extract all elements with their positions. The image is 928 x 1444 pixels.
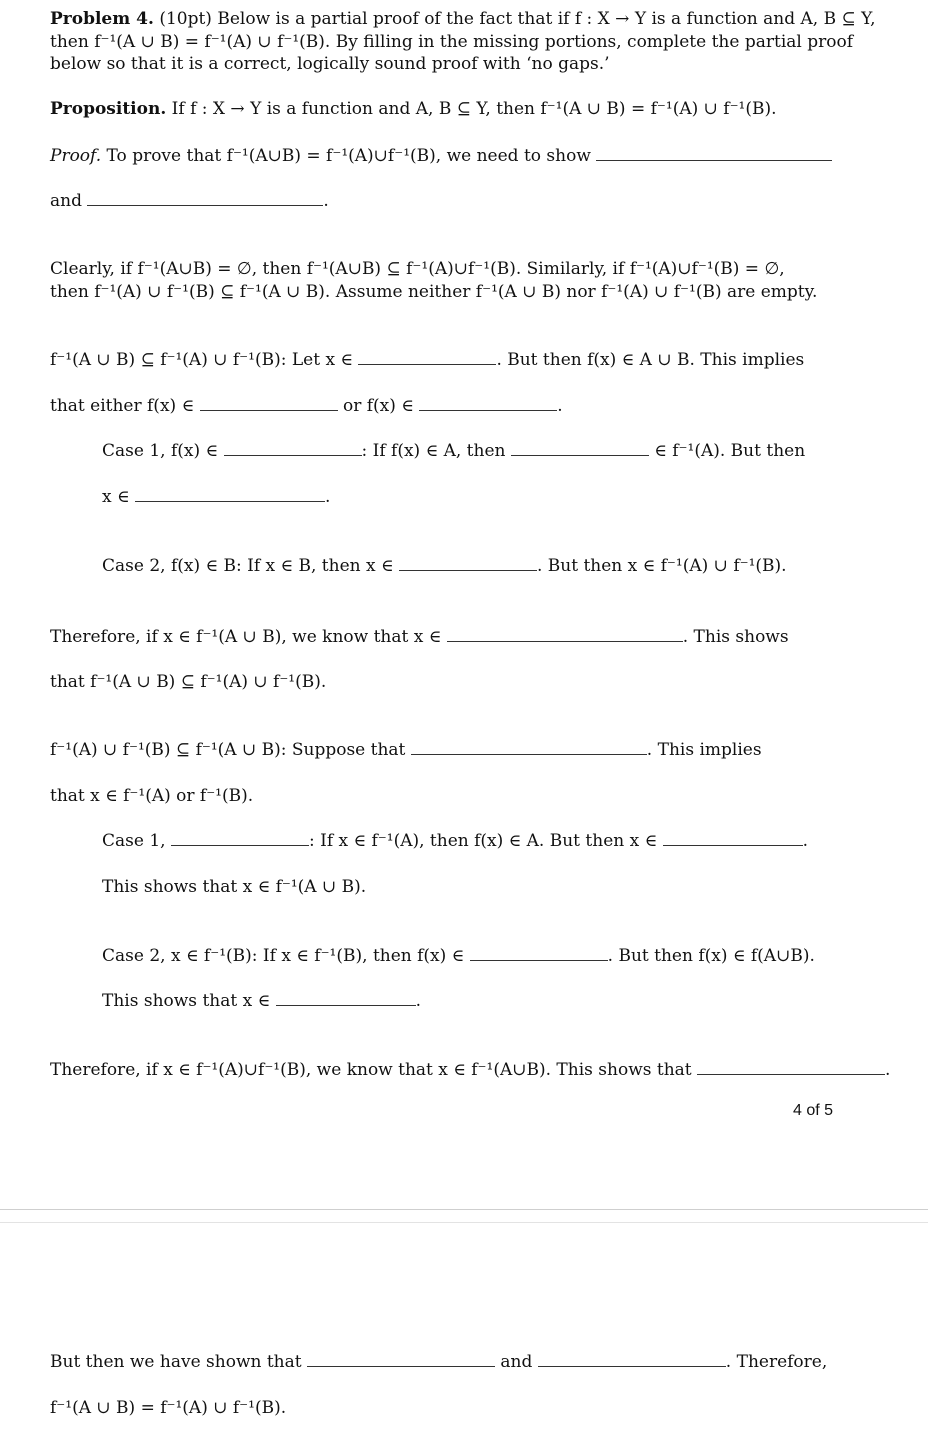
part2-therefore: Therefore, if x ∈ f⁻¹(A)∪f⁻¹(B), we know that x ∈ f⁻¹(A∪B). This shows that bbox=[50, 1060, 692, 1080]
proposition-text: If f : X → Y is a function and A, B ⊆ Y, then f⁻¹(A ∪ B) = f⁻¹(A) ∪ f⁻¹(B). bbox=[171, 99, 777, 119]
closing-therefore: . Therefore, bbox=[725, 1352, 828, 1372]
period: . bbox=[557, 396, 563, 416]
part2-case1-start: Case 1, bbox=[102, 831, 166, 851]
answer-blank-part2-case1[interactable] bbox=[171, 831, 309, 846]
answer-blank-either-1[interactable] bbox=[200, 396, 338, 411]
period: . bbox=[802, 831, 808, 851]
part1-case1-mid: : If f(x) ∈ A, then bbox=[361, 441, 506, 461]
answer-blank-closing-1[interactable] bbox=[307, 1352, 495, 1367]
part2-case2-end: . But then f(x) ∈ f(A∪B). bbox=[607, 946, 815, 966]
part1-case2-end: . But then x ∈ f⁻¹(A) ∪ f⁻¹(B). bbox=[536, 556, 787, 576]
clearly-line-2: then f⁻¹(A) ∪ f⁻¹(B) ⊆ f⁻¹(A ∪ B). Assume neither f⁻¹(A ∪ B) nor f⁻¹(A) ∪ f⁻¹(B) are empty. bbox=[50, 282, 818, 302]
answer-blank-case2-x[interactable] bbox=[399, 556, 537, 571]
part2-implies: . This implies bbox=[646, 740, 762, 760]
part2-case2-shows-line bbox=[102, 990, 421, 1012]
part1-therefore-start: Therefore, if x ∈ f⁻¹(A ∪ B), we know that x ∈ bbox=[50, 627, 442, 647]
part1-lead: f⁻¹(A ∪ B) ⊆ f⁻¹(A) ∪ f⁻¹(B): Let x ∈ bbox=[50, 350, 354, 370]
part1-after: . But then f(x) ∈ A ∪ B. This implies bbox=[496, 350, 805, 370]
part2-case2-start: Case 2, x ∈ f⁻¹(B): If x ∈ f⁻¹(B), then f(x) ∈ bbox=[102, 946, 465, 966]
period: . bbox=[323, 191, 329, 211]
closing-final: f⁻¹(A ∪ B) = f⁻¹(A) ∪ f⁻¹(B). bbox=[50, 1398, 287, 1418]
answer-blank-show-1[interactable] bbox=[596, 146, 832, 161]
part1-case1-line bbox=[102, 440, 805, 462]
part2-case1-line bbox=[102, 830, 808, 852]
answer-blank-either-2[interactable] bbox=[419, 396, 557, 411]
proposition bbox=[50, 98, 777, 120]
answer-blank-part2-case2-fx[interactable] bbox=[470, 946, 608, 961]
part1-case1-x: x ∈ bbox=[102, 487, 130, 507]
page-number: 4 of 5 bbox=[792, 1102, 833, 1119]
part1-therefore-line bbox=[50, 626, 789, 648]
answer-blank-part2-case2-x[interactable] bbox=[276, 991, 416, 1006]
period: . bbox=[415, 991, 421, 1011]
answer-blank-part2-therefore[interactable] bbox=[697, 1060, 885, 1075]
proof-and-line bbox=[50, 190, 329, 212]
proposition-label: Proposition. bbox=[50, 99, 167, 119]
answer-blank-part2-case1-x[interactable] bbox=[663, 831, 803, 846]
part2-that: that x ∈ f⁻¹(A) or f⁻¹(B). bbox=[50, 786, 254, 806]
intro-line-1: Below is a partial proof of the fact that if f : X → Y is a function and A, B ⊆ Y, bbox=[217, 9, 876, 29]
problem-points: (10pt) bbox=[159, 9, 212, 29]
proof-label: Proof. bbox=[50, 146, 102, 166]
part1-case1-start: Case 1, f(x) ∈ bbox=[102, 441, 219, 461]
part1-case1-end: ∈ f⁻¹(A). But then bbox=[654, 441, 806, 461]
proof-intro-text: To prove that f⁻¹(A∪B) = f⁻¹(A)∪f⁻¹(B), we need to show bbox=[106, 146, 591, 166]
answer-blank-suppose[interactable] bbox=[411, 740, 647, 755]
part1-lead-line bbox=[50, 349, 804, 371]
answer-blank-case1-x[interactable] bbox=[135, 487, 325, 502]
problem-label: Problem 4. bbox=[50, 9, 154, 29]
part1-either-line bbox=[50, 395, 563, 417]
closing-start: But then we have shown that bbox=[50, 1352, 302, 1372]
closing-and: and bbox=[500, 1352, 533, 1372]
closing-line bbox=[50, 1351, 827, 1373]
answer-blank-show-2[interactable] bbox=[87, 191, 323, 206]
page-separator-lower bbox=[0, 1222, 928, 1223]
answer-blank-let-x[interactable] bbox=[358, 350, 496, 365]
part1-case2-start: Case 2, f(x) ∈ B: If x ∈ B, then x ∈ bbox=[102, 556, 394, 576]
part1-or: or f(x) ∈ bbox=[342, 396, 414, 416]
part2-case1-mid: : If x ∈ f⁻¹(A), then f(x) ∈ A. But then x ∈ bbox=[308, 831, 658, 851]
answer-blank-closing-2[interactable] bbox=[538, 1352, 726, 1367]
part1-shows: that f⁻¹(A ∪ B) ⊆ f⁻¹(A) ∪ f⁻¹(B). bbox=[50, 672, 327, 692]
part1-either: that either f(x) ∈ bbox=[50, 396, 195, 416]
intro-line-3: below so that it is a correct, logically sound proof with ‘no gaps.’ bbox=[50, 54, 610, 74]
clearly-line-1: Clearly, if f⁻¹(A∪B) = ∅, then f⁻¹(A∪B) ⊆ f⁻¹(A)∪f⁻¹(B). Similarly, if f⁻¹(A)∪f⁻¹(B) = ∅, bbox=[50, 259, 785, 279]
part1-therefore-end: . This shows bbox=[682, 627, 789, 647]
answer-blank-case1-then[interactable] bbox=[511, 441, 649, 456]
intro-line-2: then f⁻¹(A ∪ B) = f⁻¹(A) ∪ f⁻¹(B). By filling in the missing portions, complete the partial proof bbox=[50, 32, 854, 52]
problem-heading bbox=[50, 8, 876, 30]
part2-lead: f⁻¹(A) ∪ f⁻¹(B) ⊆ f⁻¹(A ∪ B): Suppose that bbox=[50, 740, 406, 760]
page-separator bbox=[0, 1209, 928, 1210]
proof-and: and bbox=[50, 191, 82, 211]
part1-case1-x-line bbox=[102, 486, 330, 508]
part2-case2-shows: This shows that x ∈ bbox=[102, 991, 271, 1011]
period: . bbox=[324, 487, 331, 507]
answer-blank-case1-set[interactable] bbox=[224, 441, 362, 456]
proof-intro bbox=[50, 145, 832, 167]
part2-case1-shows: This shows that x ∈ f⁻¹(A ∪ B). bbox=[102, 877, 367, 897]
part1-case2-line bbox=[102, 555, 787, 577]
answer-blank-part1-therefore[interactable] bbox=[447, 627, 683, 642]
part2-case2-line bbox=[102, 945, 815, 967]
part2-lead-line bbox=[50, 739, 762, 761]
period: . bbox=[885, 1060, 891, 1080]
part2-therefore-line bbox=[50, 1059, 890, 1081]
